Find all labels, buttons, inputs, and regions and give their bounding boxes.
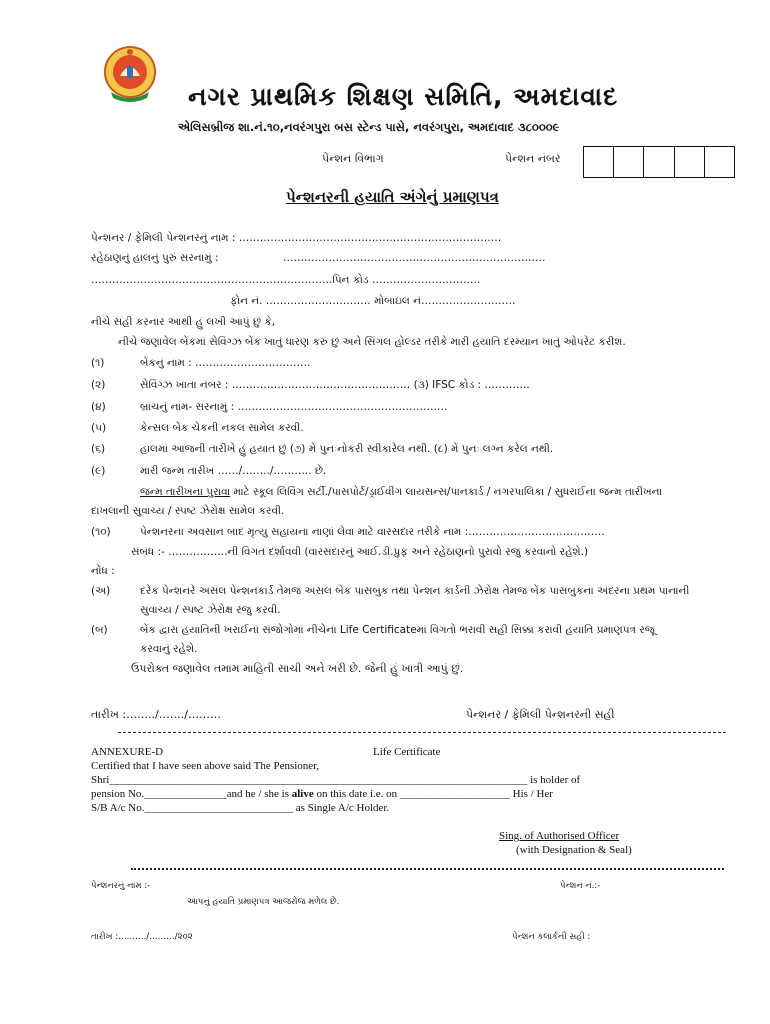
alive-declaration: હાલમાં આજની તારીખે હું હયાત છું (૭) મેં પુનઃનોકરી સ્વીકારેલ નથી. (૮) મેં પુનઃ લગ્ન કરેલ નથી. xyxy=(140,443,554,455)
item-number: (૫) xyxy=(91,422,107,434)
declaration-line-2: નીચે જણાવેલ બેંકમાં સેવિંગ્ઝ બેંક ખાતું ધારણ કરું છું અને સિંગલ હોલ્ડર તરીકે મારી હયાતિ દરમ્યાન ખાતું ઓપરેટ કરીશ. xyxy=(118,336,626,348)
note-number: (અ) xyxy=(91,585,111,597)
department-label: પેન્શન વિભાગ xyxy=(322,152,384,165)
item-number: (૨) xyxy=(91,379,106,391)
pension-number-label: પેન્શન નંબર xyxy=(505,152,561,165)
birth-proof-text: માટે સ્કૂલ લિવિંગ સર્ટી./પાસપોર્ટ/ડ્રાઈવીંગ લાયસન્સ/પાનકાર્ડ / નગરપાલિકા / સુધરાઈના જન્મ તારીખના xyxy=(230,486,663,498)
item-number: (૯) xyxy=(91,465,106,477)
holder-label: is holder of xyxy=(530,774,581,786)
note-label: નોંધ : xyxy=(91,565,115,577)
pension-number-box[interactable] xyxy=(584,147,614,177)
divider-dotted xyxy=(131,868,724,870)
authorised-officer-signature: Sing. of Authorised Officer xyxy=(499,830,620,842)
annexure-line-2[interactable] xyxy=(91,774,580,786)
closing-statement: ઉપરોક્ત જણાવેલ તમામ માહિતી સાચી અને ખરી છે. જેની હું ખાત્રી આપું છું. xyxy=(131,662,464,675)
address-label: રહેઠાણનું હાલનું પુરું સરનામું : xyxy=(91,252,219,264)
life-certificate-heading: Life Certificate xyxy=(373,746,441,758)
receipt-date[interactable]: તારીખ :………./………/૨૦૨ xyxy=(91,932,193,942)
note-b-line-1: બેંક દ્વારા હયાતિની ખરાઈનાં સંજોગોમાં નીચેના Life Certificateમાં વિગતો ભરાવી સહી સિક્કા કરાવી હયાતિ પ્રમાણપત્ર રજૂ xyxy=(140,624,655,636)
pension-number-boxes[interactable] xyxy=(583,146,735,178)
pensioner-name-blank[interactable]: ____________________________________________________________________________ xyxy=(109,774,528,786)
note-a-line-1: દરેક પેન્શનરે અસલ પેન્શનકાર્ડ તેમજ અસલ બેંક પાસબુક તથા પેન્શન કાર્ડની ઝેરોક્ષ તેમજ બેંક પાસબુકના અંદરના પ્રથમ પાનાની xyxy=(140,585,690,597)
date-field[interactable]: તારીખ :……../……./……… xyxy=(91,708,221,721)
annexure-line-4[interactable]: S/B A/c No.___________________________ as Single A/c Holder. xyxy=(91,802,390,814)
officer-designation-seal: (with Designation & Seal) xyxy=(516,844,632,856)
phone-mobile-line[interactable]: ફોન નં. ………………………… મોબાઇલ નં……………………… xyxy=(230,295,516,307)
cancel-cheque-note: કેન્સલ બેંક ચેકની નકલ સામેલ કરવી. xyxy=(140,422,304,434)
annexure-line-3[interactable] xyxy=(91,788,553,800)
pensioner-name-line[interactable]: પેન્શનર / ફેમિલી પેન્શનરનું નામ : ………………………………………………………………… xyxy=(91,232,502,244)
note-number: (બ) xyxy=(91,624,108,636)
note-b-line-2: કરવાનું રહેશે. xyxy=(140,643,198,655)
declaration-line-1: નીચે સહી કરનાર આથી હું લખી આપું છું કે, xyxy=(91,316,276,328)
annexure-label: ANNEXURE-D xyxy=(91,746,164,758)
pensioner-signature-label: પેન્શનર / ફેમિલી પેન્શનરની સહી xyxy=(466,708,615,721)
item-number: (૧૦) xyxy=(91,526,111,538)
address-pincode-line[interactable]: ……………………………………………………………પિન કોડ …………………………. xyxy=(91,274,481,286)
savings-account-ifsc-field[interactable]: સેવિંગ્ઝ ખાતા નંબર : …………………………………………… (૩) IFSC કોડ : …………. xyxy=(140,379,530,391)
alive-word: alive xyxy=(291,788,314,800)
item-number: (૪) xyxy=(91,401,106,413)
item-number: (૬) xyxy=(91,443,106,455)
birth-proof-label: જન્મ તારીખના પુરાવા xyxy=(140,486,231,498)
annexure-line-1: Certified that I have seen above said The Pensioner, xyxy=(91,760,320,772)
date-blank[interactable]: on this date i.e. on ____________________ His / Her xyxy=(316,788,553,800)
item-number: (૧) xyxy=(91,357,105,369)
birth-proof-note xyxy=(140,486,662,499)
birth-date-field[interactable]: મારી જન્મ તારીખ ……/……../……….. છે. xyxy=(140,465,327,477)
organization-title: નગર પ્રાથમિક શિક્ષણ સમિતિ, અમદાવાદ xyxy=(188,82,619,111)
bank-name-field[interactable]: બેંકનું નામ : …………………………… xyxy=(140,357,311,369)
birth-proof-note-2: દાખલાની સુવાચ્ય / સ્પષ્ટ ઝેરોક્ષ સામેલ કરવી. xyxy=(91,505,285,517)
divider-dashed xyxy=(118,732,726,733)
pension-number-box[interactable] xyxy=(675,147,705,177)
pension-clerk-signature: પેન્શન કલાર્કની સહી : xyxy=(512,932,591,942)
nominee-name-field[interactable]: પેન્શનરના અવસાન બાદ મૃત્યુ સહાયના નાણાં લેવા માટે વારસદાર તરીકે નામ :………………………………… xyxy=(140,526,605,538)
note-a-line-2: સુવાચ્ય / સ્પષ્ટ ઝેરોક્ષ રજુ કરવી. xyxy=(140,604,281,616)
branch-address-field[interactable]: બ્રાંચનું નામ- સરનામું : …………………………………………………… xyxy=(140,401,448,413)
nominee-relation-field[interactable]: સંબંધ :- ……………..ની વિગત દર્શાવવી (વારસદારનું આઈ.ડી.પ્રુફ અને રહેઠાણનો પુરાવો રજુ કરવાનો રહેશે.) xyxy=(131,546,589,558)
pension-no-blank[interactable]: pension No._______________and he / she is xyxy=(91,788,289,800)
pension-number-box[interactable] xyxy=(614,147,644,177)
receipt-received-text: આપનું હયાતિ પ્રમાણપત્ર આજરોજ મળેલ છે. xyxy=(187,897,340,907)
receipt-pensioner-name[interactable]: પેન્શનરનું નામ :- xyxy=(91,881,151,891)
pension-number-box[interactable] xyxy=(644,147,674,177)
shri-label: Shri xyxy=(91,774,110,786)
address-field[interactable]: ………………………………………………………………… xyxy=(283,252,546,264)
organization-address: એલિસબ્રીજ શા.નં.૧૦,નવરંગપુરા બસ સ્ટેન્ડ પાસે, નવરંગપુરા, અમદાવાદ ૩૮૦૦૦૯ xyxy=(178,120,560,134)
receipt-pension-number[interactable]: પેન્શન નં.:- xyxy=(560,881,601,891)
organization-logo-icon xyxy=(101,44,159,106)
pension-number-box[interactable] xyxy=(705,147,734,177)
document-title: પેન્શનરની હયાતિ અંગેનું પ્રમાણપત્ર xyxy=(286,188,499,206)
